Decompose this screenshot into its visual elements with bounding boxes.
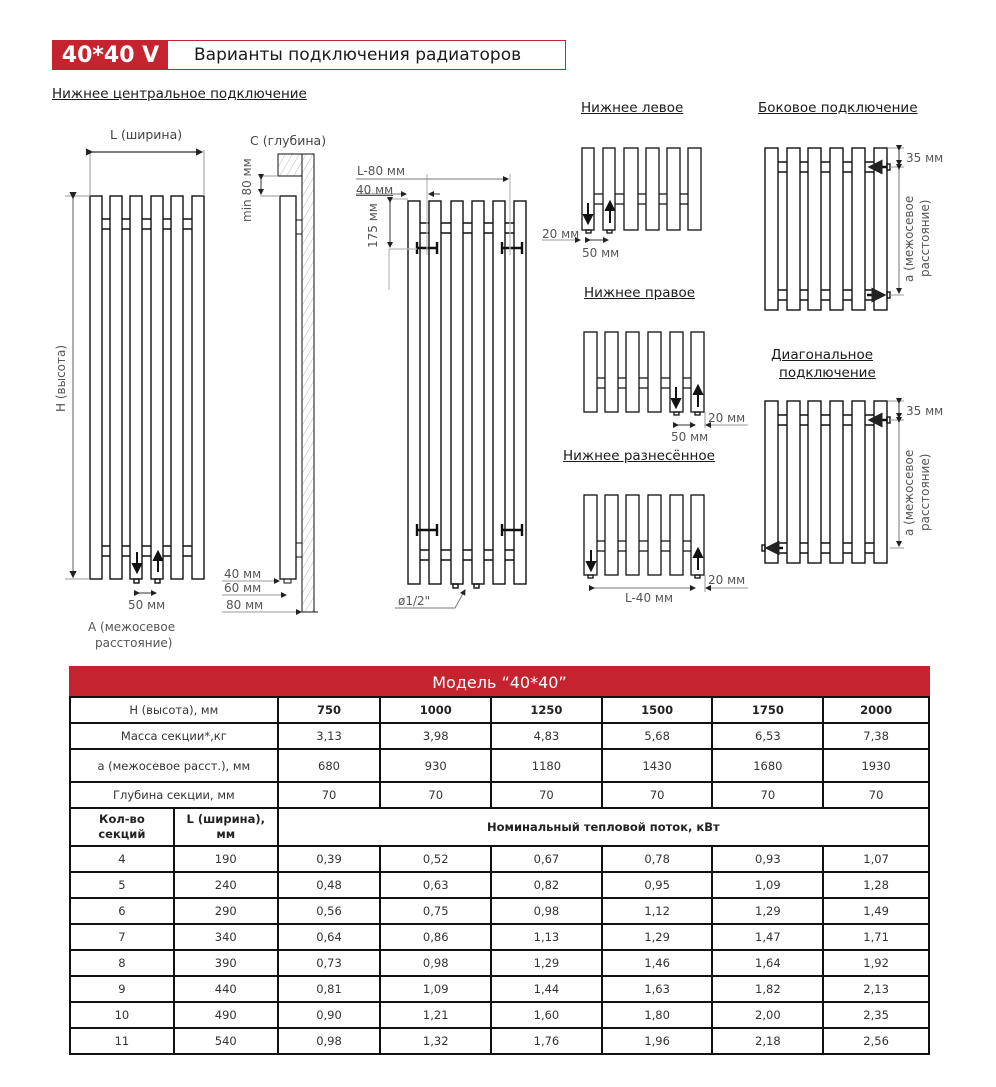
row-label: а (межосевое расст.), мм: [70, 749, 278, 782]
table-row: [70, 697, 929, 723]
heat-output-cell: 2,00: [712, 1002, 823, 1028]
heat-output-cell: 1,96: [602, 1028, 713, 1054]
heat-output-cell: 0,67: [491, 846, 602, 872]
bottom-spread-dim-20: 20 мм: [708, 573, 746, 587]
heat-output-cell: 1,29: [712, 898, 823, 924]
heat-output-cell: 2,35: [823, 1002, 929, 1028]
heat-output-cell: 0,81: [278, 976, 381, 1002]
table-cell: 70: [491, 782, 602, 808]
bottom-left-dim-20: 20 мм: [542, 227, 580, 241]
section-title-bottom-center: Нижнее центральное подключение: [52, 86, 307, 102]
heat-output-cell: 1,44: [491, 976, 602, 1002]
table-cell: 70: [823, 782, 929, 808]
side-dim-35: 35 мм: [906, 151, 944, 165]
heat-output-cell: 0,64: [278, 924, 381, 950]
heat-output-cell: 0,56: [278, 898, 381, 924]
heat-output-cell: 0,39: [278, 846, 381, 872]
sections-count-cell: 6: [70, 898, 174, 924]
model-badge: 40*40 V: [53, 41, 168, 69]
heat-output-cell: 2,13: [823, 976, 929, 1002]
col-header-heat-output: Номинальный тепловой поток, кВт: [278, 808, 929, 846]
table-cell: 750: [278, 697, 381, 723]
bottom-left-dim-50: 50 мм: [582, 246, 620, 260]
table-cell: 70: [278, 782, 381, 808]
bottom-spread-radiator: [584, 495, 704, 578]
table-cell: 1180: [491, 749, 602, 782]
width-cell: 340: [174, 924, 278, 950]
sections-count-cell: 10: [70, 1002, 174, 1028]
width-cell: 440: [174, 976, 278, 1002]
depth-label: C (глубина): [250, 133, 327, 148]
heat-output-cell: 0,73: [278, 950, 381, 976]
heat-output-cell: 0,90: [278, 1002, 381, 1028]
col-header-sections: Кол-во секций: [70, 808, 174, 846]
sections-count-cell: 11: [70, 1028, 174, 1054]
axis-distance-label-line2: расстояние): [95, 636, 173, 650]
page-title: Варианты подключения радиаторов: [194, 45, 522, 65]
side-axis-line2: расстояние): [918, 199, 932, 277]
height-label: H (высота): [54, 344, 68, 412]
heat-output-rows: [70, 846, 929, 1054]
table-cell: 930: [380, 749, 491, 782]
section-title-diagonal-line2: подключение: [779, 365, 876, 381]
heat-output-cell: 0,52: [380, 846, 491, 872]
heat-output-cell: 1,71: [823, 924, 929, 950]
table-row: [70, 924, 929, 950]
heat-output-cell: 1,09: [380, 976, 491, 1002]
width-cell: 240: [174, 872, 278, 898]
thread-label: ø1/2": [398, 594, 431, 608]
table-row: [70, 1028, 929, 1054]
axis-distance-label-line1: А (межосевое: [88, 620, 176, 634]
heat-output-cell: 1,07: [823, 846, 929, 872]
heat-output-cell: 0,98: [278, 1028, 381, 1054]
side-axis-line1: а (межосевое: [902, 195, 916, 282]
section-title-bottom-right: Нижнее правое: [584, 285, 696, 301]
heat-output-cell: 1,29: [602, 924, 713, 950]
table-cell: 1500: [602, 697, 713, 723]
table-title: Модель “40*40”: [70, 667, 929, 697]
width-cell: 290: [174, 898, 278, 924]
heat-output-cell: 0,63: [380, 872, 491, 898]
sections-count-cell: 8: [70, 950, 174, 976]
heat-output-cell: 1,29: [491, 950, 602, 976]
table-cell: 1930: [823, 749, 929, 782]
section-title-diagonal-line1: Диагональное: [771, 347, 874, 363]
heat-output-cell: 1,82: [712, 976, 823, 1002]
table-cell: 70: [602, 782, 713, 808]
bottom-right-dim-20: 20 мм: [708, 411, 746, 425]
dim-l80-label: L-80 мм: [357, 164, 405, 178]
sections-count-cell: 5: [70, 872, 174, 898]
diagonal-dim-35: 35 мм: [906, 404, 944, 418]
bottom-spread-dim-l40: L-40 мм: [625, 591, 673, 605]
table-row: [70, 898, 929, 924]
table-subheader-row: [70, 808, 929, 846]
heat-output-cell: 0,48: [278, 872, 381, 898]
table-row: [70, 846, 929, 872]
width-cell: 390: [174, 950, 278, 976]
table-cell: 1000: [380, 697, 491, 723]
heat-output-cell: 1,09: [712, 872, 823, 898]
heat-output-cell: 1,32: [380, 1028, 491, 1054]
heat-output-cell: 2,56: [823, 1028, 929, 1054]
table-cell: 1250: [491, 697, 602, 723]
side-view-radiator: [278, 154, 314, 612]
heat-output-cell: 0,82: [491, 872, 602, 898]
dim-60-label: 60 мм: [224, 581, 262, 595]
col-header-width: L (ширина), мм: [174, 808, 278, 846]
table-cell: 7,38: [823, 723, 929, 749]
heat-output-cell: 0,98: [380, 950, 491, 976]
front-view-radiator: [90, 196, 204, 583]
sections-count-cell: 4: [70, 846, 174, 872]
table-row: [70, 723, 929, 749]
heat-output-cell: 1,76: [491, 1028, 602, 1054]
table-row: [70, 872, 929, 898]
dim-80-label: 80 мм: [226, 598, 264, 612]
table-cell: 2000: [823, 697, 929, 723]
row-label: Масса секции*,кг: [70, 723, 278, 749]
width-cell: 540: [174, 1028, 278, 1054]
table-cell: 3,98: [380, 723, 491, 749]
table-cell: 6,53: [712, 723, 823, 749]
table-row: [70, 782, 929, 808]
row-label: H (высота), мм: [70, 697, 278, 723]
heat-output-cell: 1,21: [380, 1002, 491, 1028]
row-label: Глубина секции, мм: [70, 782, 278, 808]
heat-output-cell: 1,60: [491, 1002, 602, 1028]
table-cell: 680: [278, 749, 381, 782]
table-row: [70, 950, 929, 976]
heat-output-cell: 0,93: [712, 846, 823, 872]
heat-output-cell: 2,18: [712, 1028, 823, 1054]
table-row: [70, 1002, 929, 1028]
table-cell: 1750: [712, 697, 823, 723]
sections-count-cell: 9: [70, 976, 174, 1002]
side-connection-radiator: [765, 148, 890, 310]
heat-output-cell: 1,64: [712, 950, 823, 976]
heat-output-cell: 0,98: [491, 898, 602, 924]
section-title-bottom-spread: Нижнее разнесённое: [563, 448, 715, 464]
heat-output-cell: 1,49: [823, 898, 929, 924]
heat-output-cell: 1,13: [491, 924, 602, 950]
table-cell: 1430: [602, 749, 713, 782]
diagonal-axis-line2: расстояние): [918, 453, 932, 531]
table-cell: 5,68: [602, 723, 713, 749]
heat-output-cell: 0,75: [380, 898, 491, 924]
bottom-left-radiator: [582, 148, 701, 233]
heat-output-cell: 1,47: [712, 924, 823, 950]
spec-table: [69, 666, 930, 1055]
heat-output-cell: 0,86: [380, 924, 491, 950]
width-cell: 190: [174, 846, 278, 872]
pipe-spacing-label: 50 мм: [128, 598, 166, 612]
dim-40-bracket-label: 40 мм: [356, 183, 394, 197]
heat-output-cell: 1,80: [602, 1002, 713, 1028]
table-cell: 70: [380, 782, 491, 808]
heat-output-cell: 0,95: [602, 872, 713, 898]
heat-output-cell: 1,46: [602, 950, 713, 976]
diagonal-connection-radiator: [762, 401, 890, 563]
section-title-side-connection: Боковое подключение: [758, 100, 918, 116]
dim-175-label: 175 мм: [366, 203, 380, 248]
table-cell: 70: [712, 782, 823, 808]
sections-count-cell: 7: [70, 924, 174, 950]
section-title-bottom-left: Нижнее левое: [581, 100, 684, 116]
width-cell: 490: [174, 1002, 278, 1028]
heat-output-cell: 1,63: [602, 976, 713, 1002]
dim-40-label: 40 мм: [224, 567, 262, 581]
heat-output-cell: 1,12: [602, 898, 713, 924]
table-cell: 1680: [712, 749, 823, 782]
table-cell: 3,13: [278, 723, 381, 749]
diagonal-axis-line1: а (межосевое: [902, 449, 916, 536]
min-80-label: min 80 мм: [240, 158, 254, 222]
bottom-right-radiator: [584, 332, 704, 415]
table-cell: 4,83: [491, 723, 602, 749]
table-row: [70, 976, 929, 1002]
table-row: [70, 749, 929, 782]
width-label: L (ширина): [110, 127, 183, 142]
heat-output-cell: 1,28: [823, 872, 929, 898]
heat-output-cell: 0,78: [602, 846, 713, 872]
bottom-right-dim-50: 50 мм: [671, 430, 709, 444]
heat-output-cell: 1,92: [823, 950, 929, 976]
